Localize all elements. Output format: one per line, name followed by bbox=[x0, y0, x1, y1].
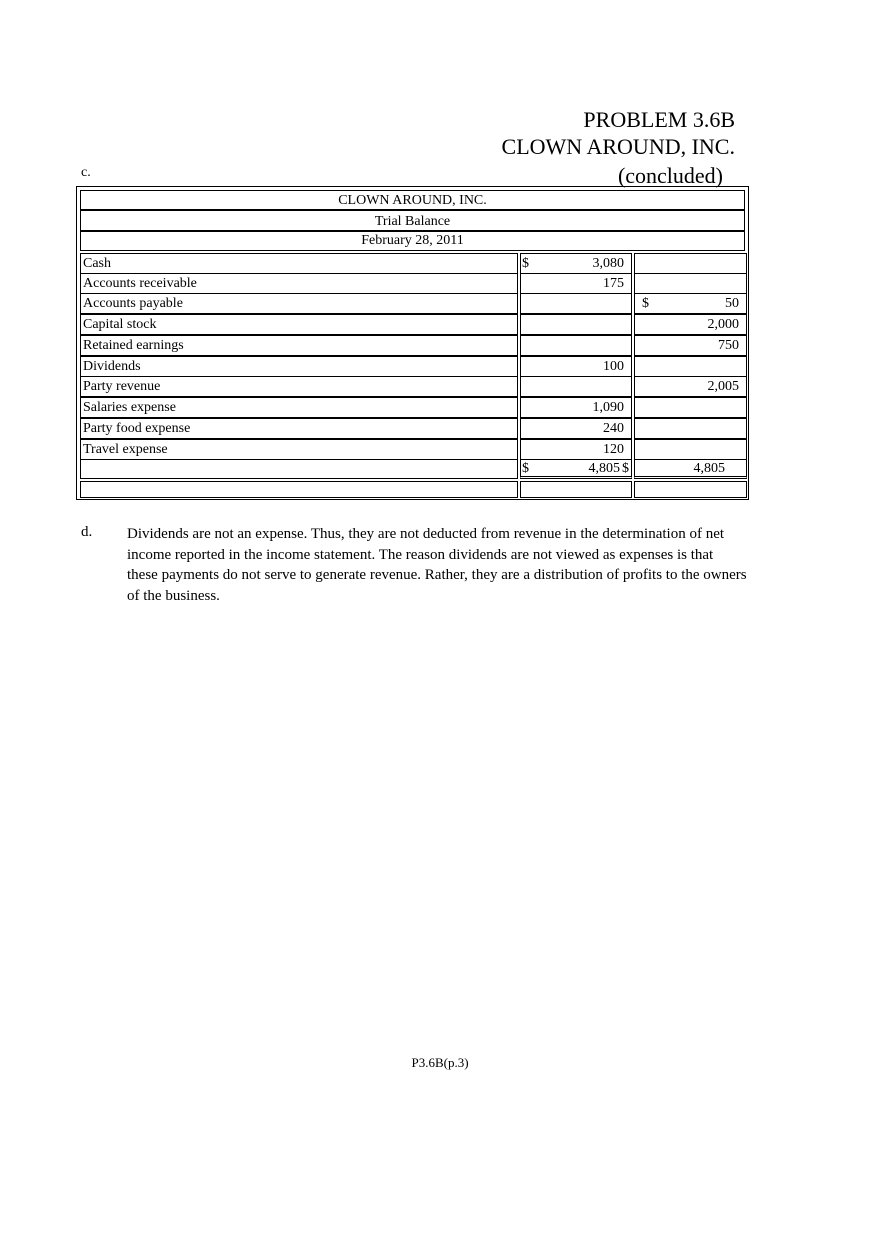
debit-amount: 175 bbox=[603, 276, 624, 291]
total-debit: 4,805 bbox=[588, 461, 620, 476]
problem-title: PROBLEM 3.6B bbox=[583, 107, 735, 132]
credit-amount: 2,005 bbox=[707, 379, 739, 394]
company-heading: CLOWN AROUND, INC. bbox=[501, 134, 735, 159]
trial-balance-table bbox=[76, 186, 749, 500]
debit-amount: 240 bbox=[603, 421, 624, 436]
debit-amount: 120 bbox=[603, 442, 624, 457]
empty-credit-cell bbox=[634, 481, 747, 498]
debit-cell bbox=[520, 293, 632, 314]
debit-cell bbox=[520, 376, 632, 397]
credit-cell bbox=[634, 253, 747, 274]
credit-cell bbox=[634, 273, 747, 294]
account-name: Party revenue bbox=[83, 379, 161, 394]
part-c-label: c. bbox=[81, 165, 91, 180]
tb-date: February 28, 2011 bbox=[361, 233, 464, 248]
debit-amount: 100 bbox=[603, 359, 624, 374]
total-credit: 4,805 bbox=[693, 461, 725, 476]
account-cell bbox=[80, 356, 518, 377]
account-name: Retained earnings bbox=[83, 338, 184, 353]
part-d-paragraph: Dividends are not an expense. Thus, they are not deducted from revenue in the determination of net income reported in the income statement. The reason dividends are not viewed as expenses is that these payments do not serve to generate revenue. Rather, they are a distribution of profits to the owners of the business. bbox=[127, 526, 747, 604]
dollar-sign: $ bbox=[622, 461, 629, 476]
page-footer: P3.6B(p.3) bbox=[411, 1055, 469, 1070]
debit-cell bbox=[520, 335, 632, 356]
credit-cell bbox=[634, 439, 747, 460]
empty-account-cell bbox=[80, 481, 518, 498]
account-name: Travel expense bbox=[83, 442, 168, 457]
account-name: Accounts receivable bbox=[83, 276, 197, 291]
account-name: Cash bbox=[83, 256, 111, 271]
part-d-label: d. bbox=[81, 524, 93, 540]
account-cell bbox=[80, 253, 518, 274]
account-name: Salaries expense bbox=[83, 400, 176, 415]
credit-cell bbox=[634, 356, 747, 377]
account-name: Capital stock bbox=[83, 317, 157, 332]
tb-title: Trial Balance bbox=[374, 214, 451, 229]
credit-cell bbox=[634, 418, 747, 439]
concluded-label: (concluded) bbox=[617, 163, 723, 188]
account-name: Party food expense bbox=[83, 421, 191, 436]
totals-account-cell bbox=[80, 459, 518, 479]
dollar-sign: $ bbox=[642, 296, 649, 311]
dollar-sign: $ bbox=[522, 461, 529, 476]
empty-debit-cell bbox=[520, 481, 632, 498]
tb-company: CLOWN AROUND, INC. bbox=[338, 193, 487, 208]
credit-amount: 750 bbox=[718, 338, 739, 353]
account-name: Dividends bbox=[83, 359, 141, 374]
credit-amount: 50 bbox=[725, 296, 739, 311]
debit-amount: 1,090 bbox=[592, 400, 624, 415]
debit-cell bbox=[520, 314, 632, 335]
debit-amount: 3,080 bbox=[592, 256, 624, 271]
credit-amount: 2,000 bbox=[707, 317, 739, 332]
dollar-sign: $ bbox=[522, 256, 529, 271]
credit-cell bbox=[634, 397, 747, 418]
account-name: Accounts payable bbox=[83, 296, 183, 311]
